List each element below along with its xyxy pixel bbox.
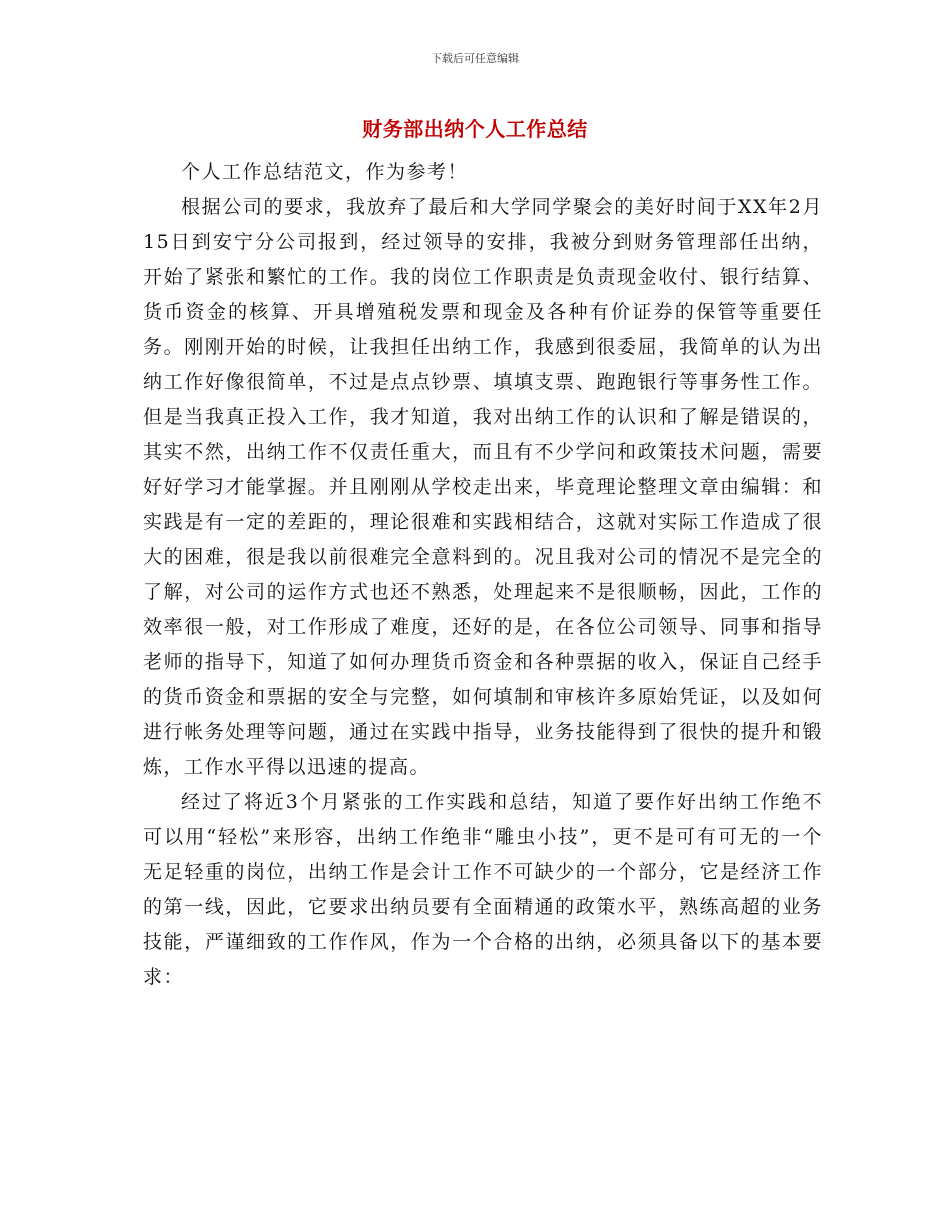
document-body <box>143 155 823 995</box>
paragraph-main: 根据公司的要求，我放弃了最后和大学同学聚会的美好时间于XX年2月15日到安宁分公司报到，经过领导的安排，我被分到财务管理部任出纳，开始了紧张和繁忙的工作。我的岗位工作职责是负责现金收付、银行结算、货币资金的核算、开具增殖税发票和现金及各种有价证券的保管等重要任务。刚刚开始的时候，让我担任出纳工作，我感到很委屈，我简单的认为出纳工作好像很简单，不过是点点钞票、填填支票、跑跑银行等事务性工作。但是当我真正投入工作，我才知道，我对出纳工作的认识和了解是错误的，其实不然，出纳工作不仅责任重大，而且有不少学问和政策技术问题，需要好好学习才能掌握。并且刚刚从学校走出来，毕竟理论整理文章由编辑：和实践是有一定的差距的，理论很难和实践相结合，这就对实际工作造成了很大的困难，很是我以前很难完全意料到的。况且我对公司的情况不是完全的了解，对公司的运作方式也还不熟悉，处理起来不是很顺畅，因此，工作的效率很一般，对工作形成了难度，还好的是，在各位公司领导、同事和指导老师的指导下，知道了如何办理货币资金和各种票据的收入，保证自己经手的货币资金和票据的安全与完整，如何填制和审核许多原始凭证，以及如何进行帐务处理等问题，通过在实践中指导，业务技能得到了很快的提升和锻炼，工作水平得以迅速的提高。 <box>143 196 823 778</box>
header-note: 下载后可任意编辑 <box>431 52 519 65</box>
document-title: 财务部出纳个人工作总结 <box>362 117 588 141</box>
paragraph-summary: 经过了将近3个月紧张的工作实践和总结，知道了要作好出纳工作绝不可以用“轻松”来形容，出纳工作绝非“雕虫小技”，更不是可有可无的一个无足轻重的岗位，出纳工作是会计工作不可缺少的一个部分，它是经济工作的第一线，因此，它要求出纳员要有全面精通的政策水平，熟练高超的业务技能，严谨细致的工作作风，作为一个合格的出纳，必须具备以下的基本要求： <box>143 791 823 988</box>
paragraph-intro: 个人工作总结范文，作为参考！ <box>181 161 469 183</box>
